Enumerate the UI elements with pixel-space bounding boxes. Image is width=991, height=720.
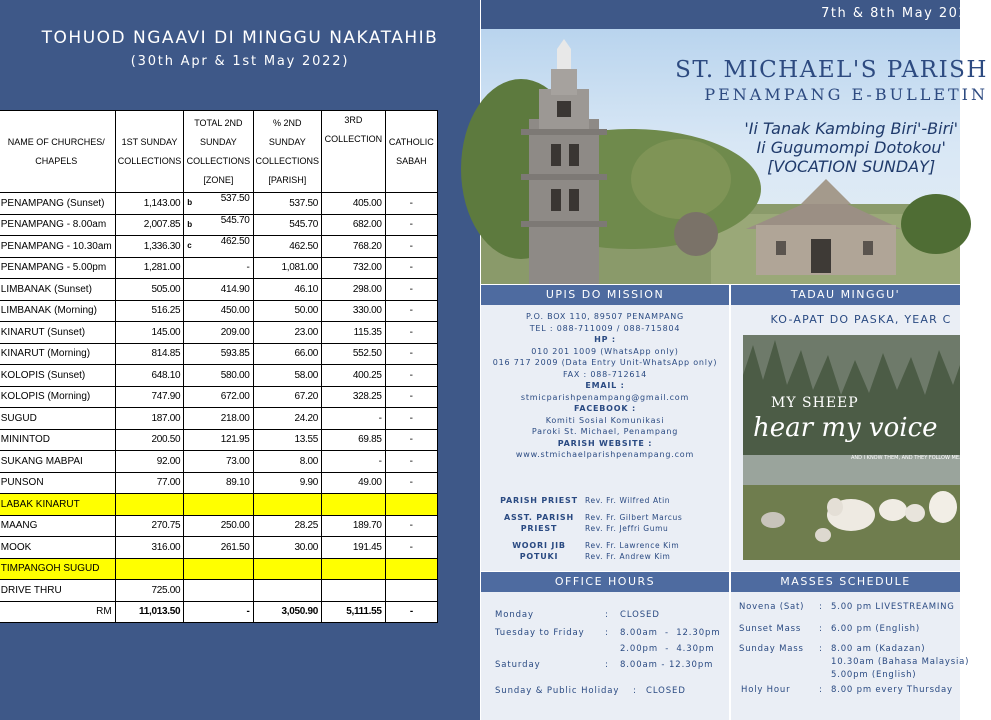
cell-col5: -: [385, 343, 437, 365]
cell-col4: 400.25: [322, 365, 386, 387]
cell-col1: [115, 494, 184, 516]
cell-col4: 69.85: [322, 429, 386, 451]
header-col2: TOTAL 2ND SUNDAY COLLECTIONS [ZONE]: [184, 111, 253, 193]
cell-name: DRIVE THRU: [0, 580, 115, 602]
contact-line: PARISH WEBSITE :: [557, 438, 653, 448]
contact-line: stmicparishpenampang@gmail.com: [520, 392, 690, 402]
cell-col3: 24.20: [253, 408, 322, 430]
table-row: [0, 515, 438, 537]
cell-col3: 66.00: [253, 343, 322, 365]
cell-col2: 672.00: [184, 386, 253, 408]
cell-col1: 814.85: [115, 343, 184, 365]
cell-col3: [253, 558, 322, 580]
cell-col5: -: [385, 257, 437, 279]
left-header: [0, 28, 480, 69]
cell-col1: 316.00: [115, 537, 184, 559]
table-row: [0, 365, 438, 387]
cell-col1: 145.00: [115, 322, 184, 344]
contact-lines: [481, 311, 729, 461]
cell-col5: -: [385, 279, 437, 301]
cell-col2: 250.00: [184, 515, 253, 537]
cell-col1: 187.00: [115, 408, 184, 430]
total-col2: -: [184, 601, 253, 623]
table-row: [0, 429, 438, 451]
theme-line-1: 'Ii Tanak Kambing Biri'-Biri': [744, 119, 958, 138]
header-col1: 1ST SUNDAY COLLECTIONS: [115, 111, 184, 193]
table-row: [0, 580, 438, 602]
contact-line: www.stmichaelparishpenampang.com: [515, 450, 695, 459]
office-sunday: Sunday & Public Holiday: [495, 686, 620, 696]
cell-col2: 450.00: [184, 300, 253, 322]
clergy-name: Rev. Fr. Andrew Kim: [585, 552, 671, 561]
cell-col2: [184, 494, 253, 516]
cell-col4: -: [322, 451, 386, 473]
cell-col1: 505.00: [115, 279, 184, 301]
mass-novena: Novena (Sat): [739, 602, 805, 612]
cell-col5: -: [385, 472, 437, 494]
clergy-row: [493, 495, 723, 506]
cell-value: 537.50: [220, 193, 250, 205]
cell-name: KINARUT (Morning): [0, 343, 115, 365]
office-hours-header: OFFICE HOURS: [481, 572, 729, 592]
cell-col2: 209.00: [184, 322, 253, 344]
contact-line: 016 717 2009 (Data Entry Unit-WhatsApp only): [492, 358, 718, 367]
cell-col1: 270.75: [115, 515, 184, 537]
cell-name: LIMBANAK (Sunset): [0, 279, 115, 301]
cell-col1: 2,007.85: [115, 214, 184, 236]
clergy-name: Rev. Fr. Jeffri Gumu: [585, 524, 669, 533]
cell-col3: [253, 494, 322, 516]
cell-col2: 218.00: [184, 408, 253, 430]
mass-sunday-value-2: 10.30am (Bahasa Malaysia): [831, 657, 970, 667]
mass-novena-value: 5.00 pm LIVESTREAMING: [831, 602, 955, 612]
contact-line: HP :: [594, 335, 616, 344]
bulletin-title: PENAMPANG E-BULLETIN: [704, 85, 988, 104]
cell-col5: -: [385, 386, 437, 408]
cell-col4: 330.00: [322, 300, 386, 322]
clergy-role: WOORI JIB POTUKI: [512, 541, 566, 561]
cell-col3: 13.55: [253, 429, 322, 451]
cell-col5: -: [385, 451, 437, 473]
contact-line: FAX : 088-712614: [562, 369, 648, 379]
office-hours-panel: [481, 592, 729, 720]
cell-col5: [385, 558, 437, 580]
cell-col5: -: [385, 365, 437, 387]
clergy-role: ASST. PARISH PRIEST: [504, 513, 574, 533]
theme-line-2: Ii Gugumompi Dotokou': [756, 138, 946, 157]
cell-col2: [184, 580, 253, 602]
cell-col2: [184, 558, 253, 580]
header-col3: % 2ND SUNDAY COLLECTIONS [PARISH]: [253, 111, 322, 193]
collections-date: (30th Apr & 1st May 2022): [130, 54, 350, 69]
cell-marker: b: [187, 198, 192, 208]
theme-line-3: [VOCATION SUNDAY]: [767, 157, 936, 176]
contact-line: Paroki St. Michael, Penampang: [531, 427, 679, 436]
cell-name: LIMBANAK (Morning): [0, 300, 115, 322]
cell-col2: [184, 236, 253, 258]
cell-col2: 89.10: [184, 472, 253, 494]
header-name: NAME OF CHURCHES/ CHAPELS: [0, 111, 115, 193]
cell-col5: -: [385, 537, 437, 559]
table-row: [0, 494, 438, 516]
table-row: [0, 472, 438, 494]
clergy-name: Rev. Fr. Gilbert Marcus: [585, 513, 683, 522]
table-row: [0, 408, 438, 430]
cell-col1: 725.00: [115, 580, 184, 602]
mass-colon: :: [819, 644, 823, 654]
office-tuefri: Tuesday to Friday: [495, 628, 585, 638]
cell-col1: 648.10: [115, 365, 184, 387]
office-sunday-value: CLOSED: [646, 686, 686, 696]
contact-line: Komiti Sosial Komunikasi: [545, 415, 665, 425]
cell-col3: 30.00: [253, 537, 322, 559]
contact-line: TEL : 088-711009 / 088-715804: [529, 323, 681, 333]
top-bar: [481, 0, 978, 29]
cell-col3: 23.00: [253, 322, 322, 344]
cell-col1: 516.25: [115, 300, 184, 322]
cell-col3: 67.20: [253, 386, 322, 408]
office-tuefri-value-2: 2.00pm - 4.30pm: [620, 644, 715, 654]
church-photo: [481, 29, 988, 284]
mass-colon: :: [819, 602, 823, 612]
cell-col1: 747.90: [115, 386, 184, 408]
cell-name: KOLOPIS (Sunset): [0, 365, 115, 387]
office-colon: :: [633, 686, 637, 696]
table-row: [0, 451, 438, 473]
cell-name: PENAMPANG - 5.00pm: [0, 257, 115, 279]
mass-sunday-value-3: 5.00pm (English): [831, 670, 917, 680]
cell-col3: 545.70: [253, 214, 322, 236]
cell-col3: 58.00: [253, 365, 322, 387]
cell-col4: 682.00: [322, 214, 386, 236]
cell-col2: -: [184, 257, 253, 279]
clergy-list: [493, 495, 723, 568]
cell-col2: 121.95: [184, 429, 253, 451]
cell-value: 462.50: [220, 236, 250, 248]
mass-sunday-value-1: 8.00 am (Kadazan): [831, 644, 926, 654]
masses-header: MASSES SCHEDULE: [731, 572, 960, 592]
cell-col1: [115, 558, 184, 580]
cell-col3: 50.00: [253, 300, 322, 322]
cell-name: PUNSON: [0, 472, 115, 494]
mass-sunset: Sunset Mass: [739, 624, 802, 634]
cell-col2: [184, 214, 253, 236]
sheep-caption-1: MY SHEEP: [771, 395, 859, 411]
cell-col1: 1,336.30: [115, 236, 184, 258]
cell-name: MININTOD: [0, 429, 115, 451]
table-row: [0, 300, 438, 322]
cell-col5: -: [385, 322, 437, 344]
cell-name: SUKANG MABPAI: [0, 451, 115, 473]
cell-name: PENAMPANG - 10.30am: [0, 236, 115, 258]
cell-col4: 552.50: [322, 343, 386, 365]
clergy-name: Rev. Fr. Lawrence Kim: [585, 541, 680, 550]
cell-col5: -: [385, 193, 437, 215]
mass-holy-hour-value: 8.00 pm every Thursday: [831, 685, 953, 695]
cell-col5: -: [385, 214, 437, 236]
cell-col2: 414.90: [184, 279, 253, 301]
clergy-row: [493, 540, 723, 562]
contact-line: EMAIL :: [585, 381, 625, 390]
office-colon: :: [605, 628, 609, 638]
cell-col4: 405.00: [322, 193, 386, 215]
masses-panel: [731, 592, 970, 720]
cell-col1: 1,281.00: [115, 257, 184, 279]
total-col5: -: [385, 601, 437, 623]
header-col4: 3RD COLLECTION: [322, 111, 386, 193]
collections-title: TOHUOD NGAAVI DI MINGGU NAKATAHIB: [41, 28, 439, 48]
clergy-name: Rev. Fr. Wilfred Atin: [585, 496, 671, 505]
weekend-date: 7th & 8th May 2022: [821, 6, 978, 21]
office-colon: :: [605, 610, 609, 620]
cell-value: 545.70: [220, 214, 250, 226]
table-row: [0, 343, 438, 365]
cell-name: PENAMPANG (Sunset): [0, 193, 115, 215]
cell-col3: 9.90: [253, 472, 322, 494]
cell-marker: c: [187, 241, 192, 251]
office-monday-value: CLOSED: [620, 610, 660, 620]
cell-col5: -: [385, 429, 437, 451]
table-header-row: [0, 111, 438, 193]
upis-header: UPIS DO MISSION: [481, 285, 729, 305]
office-saturday-value: 8.00am - 12.30pm: [620, 660, 714, 670]
collections-table: [0, 110, 438, 623]
mass-holy-hour: Holy Hour: [741, 685, 791, 695]
mass-sunset-value: 6.00 pm (English): [831, 624, 920, 634]
cell-name: KOLOPIS (Morning): [0, 386, 115, 408]
office-tuefri-value-1: 8.00am - 12.30pm: [620, 628, 721, 638]
table-row: [0, 537, 438, 559]
cell-col5: -: [385, 408, 437, 430]
cell-col4: 732.00: [322, 257, 386, 279]
cell-col1: 1,143.00: [115, 193, 184, 215]
office-colon: :: [605, 660, 609, 670]
clergy-role: PARISH PRIEST: [500, 496, 578, 505]
cell-col5: -: [385, 236, 437, 258]
cell-col2: [184, 193, 253, 215]
cell-col2: 261.50: [184, 537, 253, 559]
cell-col4: -: [322, 408, 386, 430]
clergy-names: [585, 512, 682, 534]
cell-col4: [322, 580, 386, 602]
office-saturday: Saturday: [495, 660, 541, 670]
total-row: [0, 601, 438, 623]
cell-name: KINARUT (Sunset): [0, 322, 115, 344]
table-row: [0, 279, 438, 301]
table-row: [0, 193, 438, 215]
clergy-row: [493, 512, 723, 534]
contact-line: FACEBOOK :: [574, 404, 636, 413]
cell-col2: 580.00: [184, 365, 253, 387]
cell-col3: 28.25: [253, 515, 322, 537]
total-col3: 3,050.90: [253, 601, 322, 623]
cell-name: LABAK KINARUT: [0, 494, 115, 516]
tadau-header: TADAU MINGGU': [731, 285, 960, 305]
cell-col5: [385, 494, 437, 516]
cell-col3: [253, 580, 322, 602]
left-page: [0, 0, 480, 720]
cell-name: PENAMPANG - 8.00am: [0, 214, 115, 236]
cell-col4: 328.25: [322, 386, 386, 408]
table-row: [0, 257, 438, 279]
cell-col2: 73.00: [184, 451, 253, 473]
header-col5: CATHOLIC SABAH: [385, 111, 437, 193]
cell-col3: 1,081.00: [253, 257, 322, 279]
cell-col1: 77.00: [115, 472, 184, 494]
mass-sunday: Sunday Mass: [739, 644, 804, 654]
sheep-caption-2: hear my voice: [753, 413, 938, 443]
cell-col5: -: [385, 300, 437, 322]
contact-panel: [481, 305, 729, 571]
sheep-image: [743, 335, 960, 560]
contact-line: P.O. BOX 110, 89507 PENAMPANG: [525, 312, 685, 321]
cell-col1: 92.00: [115, 451, 184, 473]
mass-colon: :: [819, 685, 823, 695]
clergy-names: [585, 540, 679, 562]
cell-col1: 200.50: [115, 429, 184, 451]
cell-col4: 191.45: [322, 537, 386, 559]
table-row: [0, 386, 438, 408]
total-col4: 5,111.55: [322, 601, 386, 623]
cell-col4: 768.20: [322, 236, 386, 258]
sunday-theme: [744, 119, 958, 176]
cell-name: SUGUD: [0, 408, 115, 430]
cell-col3: 46.10: [253, 279, 322, 301]
table-row: [0, 558, 438, 580]
mass-colon: :: [819, 624, 823, 634]
cell-col5: -: [385, 515, 437, 537]
table-row: [0, 214, 438, 236]
sheep-illustration: [743, 335, 960, 560]
total-col1: 11,013.50: [115, 601, 184, 623]
cell-col3: 462.50: [253, 236, 322, 258]
cell-name: TIMPANGOH SUGUD: [0, 558, 115, 580]
cell-name: MOOK: [0, 537, 115, 559]
right-page: [481, 0, 988, 720]
table-row: [0, 236, 438, 258]
contact-line: 010 201 1009 (WhatsApp only): [531, 346, 679, 356]
sheep-caption-3: AND I KNOW THEM, AND THEY FOLLOW ME.: [851, 455, 961, 461]
office-monday: Monday: [495, 610, 534, 620]
cell-marker: b: [187, 219, 192, 229]
cell-col5: [385, 580, 437, 602]
cell-col3: 537.50: [253, 193, 322, 215]
total-label: RM: [0, 601, 115, 623]
tadau-subtitle: KO-APAT DO PASKA, YEAR C: [770, 313, 952, 326]
cell-col4: 189.70: [322, 515, 386, 537]
cell-col4: 115.35: [322, 322, 386, 344]
table-row: [0, 322, 438, 344]
cell-name: MAANG: [0, 515, 115, 537]
parish-name: ST. MICHAEL'S PARISH: [675, 57, 988, 83]
cell-col4: 298.00: [322, 279, 386, 301]
cell-col4: [322, 558, 386, 580]
clergy-names: [585, 495, 670, 506]
cell-col3: 8.00: [253, 451, 322, 473]
cell-col4: [322, 494, 386, 516]
cell-col4: 49.00: [322, 472, 386, 494]
cell-col2: 593.85: [184, 343, 253, 365]
tadau-panel: [731, 305, 960, 571]
